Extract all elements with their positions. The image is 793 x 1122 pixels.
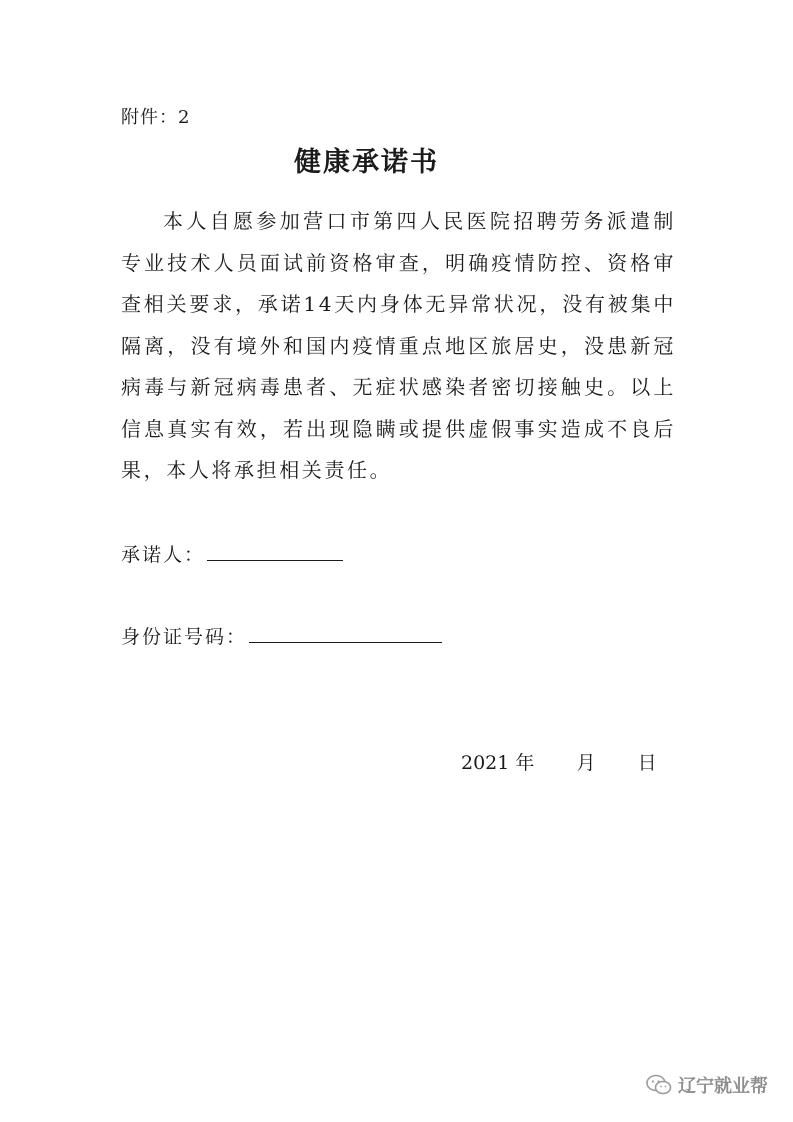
signer-field (121, 540, 343, 567)
signer-underline (207, 542, 343, 561)
date-day-unit: 日 (637, 752, 657, 774)
signer-label: 承诺人： (121, 544, 206, 566)
id-number-field (121, 622, 442, 649)
id-number-underline (249, 624, 442, 643)
date-month-unit: 月 (576, 752, 596, 774)
id-number-label: 身份证号码： (121, 626, 248, 648)
attachment-label: 附件：2 (121, 107, 191, 128)
page-title: 健康承诺书 (294, 147, 439, 178)
date-year-unit: 年 (515, 752, 535, 774)
watermark-text: 辽宁就业帮 (678, 1076, 768, 1097)
date-line (461, 748, 657, 775)
wechat-icon (646, 1074, 672, 1096)
commitment-body: 本人自愿参加营口市第四人民医院招聘劳务派遣制专业技术人员面试前资格审查，明确疫情防控、资格审查相关要求，承诺14天内身体无异常状况，没有被集中隔离，没有境外和国内疫情重点地区旅居史，没患新冠病毒与新冠病毒患者、无症状感染者密切接触史。以上信息真实有效，若出现隐瞒或提供虚假事实造成不良后果，本人将承担相关责任。 (121, 209, 676, 482)
date-year: 2021 (461, 752, 510, 774)
watermark (646, 1072, 768, 1098)
